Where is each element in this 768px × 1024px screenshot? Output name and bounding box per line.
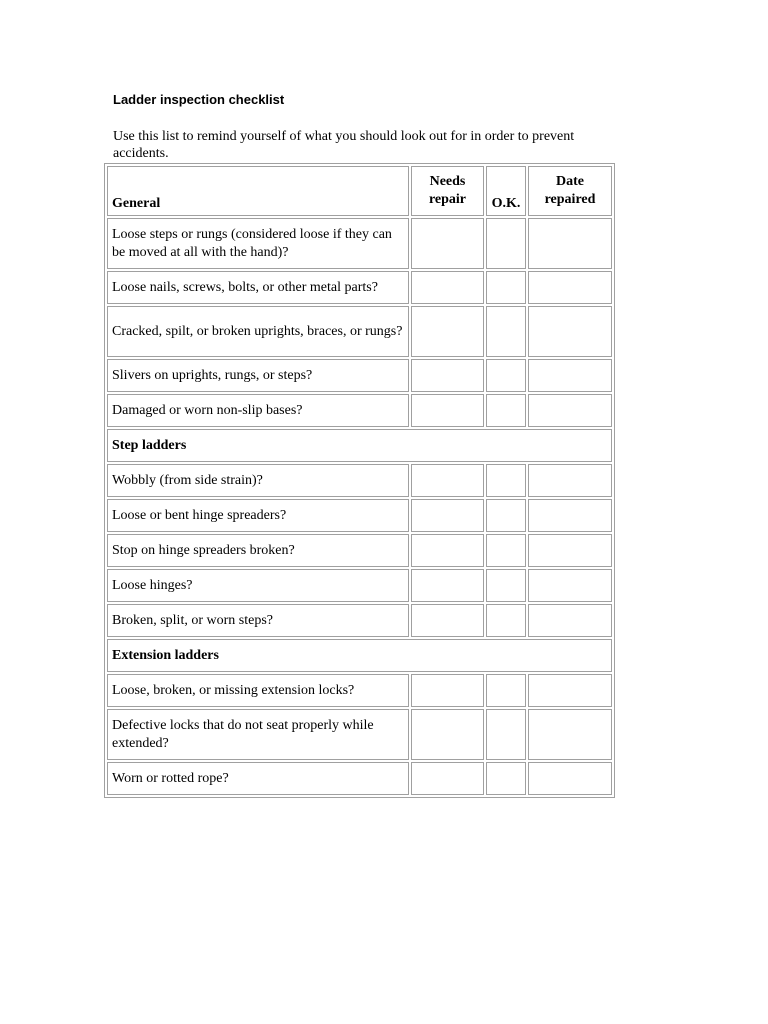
- table-row: [107, 674, 612, 707]
- needs-repair-cell[interactable]: [411, 709, 484, 760]
- item-label: Worn or rotted rope?: [107, 762, 409, 795]
- ok-cell[interactable]: [486, 306, 526, 357]
- table-row: [107, 306, 612, 357]
- header-needs-repair: Needs repair: [411, 166, 484, 216]
- item-label: Loose, broken, or missing extension locks?: [107, 674, 409, 707]
- ok-cell[interactable]: [486, 271, 526, 304]
- item-label: Cracked, spilt, or broken uprights, braces, or rungs?: [107, 306, 409, 357]
- ok-cell[interactable]: [486, 464, 526, 497]
- needs-repair-cell[interactable]: [411, 604, 484, 637]
- item-label: Slivers on uprights, rungs, or steps?: [107, 359, 409, 392]
- needs-repair-cell[interactable]: [411, 464, 484, 497]
- table-row: [107, 359, 612, 392]
- needs-repair-cell[interactable]: [411, 394, 484, 427]
- date-repaired-cell[interactable]: [528, 271, 612, 304]
- needs-repair-cell[interactable]: [411, 534, 484, 567]
- ok-cell[interactable]: [486, 499, 526, 532]
- date-repaired-cell[interactable]: [528, 534, 612, 567]
- item-label: Wobbly (from side strain)?: [107, 464, 409, 497]
- ok-cell[interactable]: [486, 218, 526, 269]
- needs-repair-cell[interactable]: [411, 499, 484, 532]
- inspection-table: [104, 163, 615, 798]
- table-row: [107, 604, 612, 637]
- item-label: Loose hinges?: [107, 569, 409, 602]
- item-label: Loose or bent hinge spreaders?: [107, 499, 409, 532]
- date-repaired-cell[interactable]: [528, 359, 612, 392]
- needs-repair-cell[interactable]: [411, 762, 484, 795]
- item-label: Loose nails, screws, bolts, or other metal parts?: [107, 271, 409, 304]
- table-row: [107, 709, 612, 760]
- section-row-extension-ladders: [107, 639, 612, 672]
- ok-cell[interactable]: [486, 604, 526, 637]
- date-repaired-cell[interactable]: [528, 762, 612, 795]
- ok-cell[interactable]: [486, 359, 526, 392]
- table-row: [107, 218, 612, 269]
- date-repaired-cell[interactable]: [528, 569, 612, 602]
- table-row: [107, 394, 612, 427]
- table-row: [107, 762, 612, 795]
- item-label: Broken, split, or worn steps?: [107, 604, 409, 637]
- needs-repair-cell[interactable]: [411, 218, 484, 269]
- section-heading-step-ladders: Step ladders: [107, 429, 612, 462]
- ok-cell[interactable]: [486, 762, 526, 795]
- date-repaired-cell[interactable]: [528, 464, 612, 497]
- header-row: [107, 166, 612, 216]
- section-row-step-ladders: [107, 429, 612, 462]
- header-ok: O.K.: [486, 166, 526, 216]
- date-repaired-cell[interactable]: [528, 306, 612, 357]
- needs-repair-cell[interactable]: [411, 569, 484, 602]
- needs-repair-cell[interactable]: [411, 306, 484, 357]
- ok-cell[interactable]: [486, 709, 526, 760]
- ok-cell[interactable]: [486, 534, 526, 567]
- item-label: Defective locks that do not seat properly while extended?: [107, 709, 409, 760]
- intro-text: Use this list to remind yourself of what you should look out for in order to prevent accidents.: [113, 129, 575, 161]
- date-repaired-cell[interactable]: [528, 604, 612, 637]
- date-repaired-cell[interactable]: [528, 709, 612, 760]
- date-repaired-cell[interactable]: [528, 394, 612, 427]
- date-repaired-cell[interactable]: [528, 218, 612, 269]
- ok-cell[interactable]: [486, 674, 526, 707]
- table-row: [107, 464, 612, 497]
- item-label: Loose steps or rungs (considered loose if they can be moved at all with the hand)?: [107, 218, 409, 269]
- section-heading-extension-ladders: Extension ladders: [107, 639, 612, 672]
- needs-repair-cell[interactable]: [411, 674, 484, 707]
- table-row: [107, 534, 612, 567]
- date-repaired-cell[interactable]: [528, 674, 612, 707]
- header-general: General: [107, 166, 409, 216]
- table-row: [107, 271, 612, 304]
- table-row: [107, 569, 612, 602]
- item-label: Damaged or worn non-slip bases?: [107, 394, 409, 427]
- needs-repair-cell[interactable]: [411, 271, 484, 304]
- needs-repair-cell[interactable]: [411, 359, 484, 392]
- header-date-repaired: Date repaired: [528, 166, 612, 216]
- date-repaired-cell[interactable]: [528, 499, 612, 532]
- item-label: Stop on hinge spreaders broken?: [107, 534, 409, 567]
- page-title: Ladder inspection checklist: [113, 92, 285, 107]
- table-row: [107, 499, 612, 532]
- ok-cell[interactable]: [486, 569, 526, 602]
- ok-cell[interactable]: [486, 394, 526, 427]
